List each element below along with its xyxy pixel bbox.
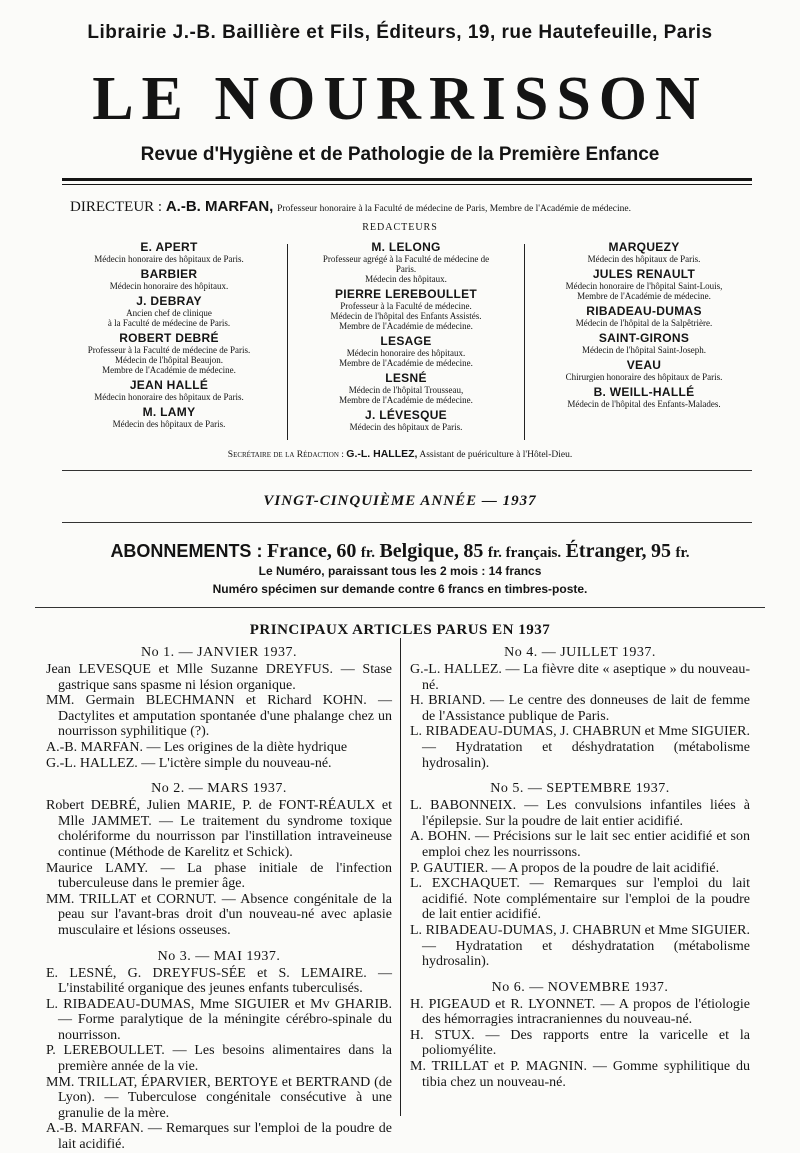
issue-heading: No 4. — JUILLET 1937. — [504, 645, 656, 660]
article-entry: MM. TRILLAT et CORNUT. — Absence congénitale de la peau sur l'avant-bras droit d'un nouveau-né avec aplasie musculaire et lésions osseuses. — [46, 891, 392, 938]
editor-name: M. LAMY — [142, 405, 196, 419]
article-entry: L. RIBADEAU-DUMAS, J. CHABRUN et Mme SIGUIER. — Hydratation et déshydratation (métabolisme hydrosalin). — [410, 922, 750, 970]
secretaire-name: G.-L. HALLEZ, — [346, 448, 418, 460]
articles-column-left — [46, 642, 392, 1153]
articles-heading: PRINCIPAUX ARTICLES PARUS EN 1937 — [249, 622, 551, 638]
article-entry: H. STUX. — Des rapports entre la varicelle et la poliomyélite. — [410, 1027, 750, 1059]
editor-name: VEAU — [626, 358, 662, 372]
editor-name: LESAGE — [380, 334, 432, 348]
editor-name: MARQUEZY — [608, 240, 680, 254]
etranger-price: 95 — [651, 540, 672, 562]
editor-entry — [528, 304, 760, 328]
editor-entry — [528, 267, 760, 301]
editor-description: Ancien chef de clinique à la Faculté de médecine de Paris. — [107, 308, 231, 328]
editor-description: Médecin des hôpitaux de Paris. — [112, 419, 226, 429]
editor-entry — [55, 331, 283, 375]
issue-heading: No 5. — SEPTEMBRE 1937. — [490, 781, 670, 797]
editor-entry — [55, 378, 283, 402]
issue-price-line: Le Numéro, paraissant tous les 2 mois : 14 francs — [258, 564, 542, 578]
editor-entry — [55, 240, 283, 264]
article-entry: M. TRILLAT et P. MAGNIN. — Gomme syphilitique du tibia chez un nouveau-né. — [410, 1059, 750, 1090]
header-rule-thick — [62, 178, 752, 181]
editor-entry — [292, 287, 520, 331]
editor-description: Médecin honoraire des hôpitaux. — [109, 281, 229, 291]
editor-description: Médecin honoraire des hôpitaux de Paris. — [94, 392, 244, 402]
specimen-line: Numéro spécimen sur demande contre 6 francs en timbres-poste. — [212, 582, 588, 596]
belgique-label: Belgique, — [379, 540, 459, 562]
article-entry: A. BOHN. — Précisions sur le lait sec entier acidifié et son emploi chez les nourrissons. — [410, 829, 750, 860]
editor-description: Médecin de l'hôpital Trousseau, Membre de l'Académie de médecine. — [339, 385, 473, 405]
article-entry: L. BABONNEIX. — Les convulsions infantiles liées à l'épilepsie. Sur la poudre de lait entier acidifié. — [410, 798, 750, 829]
year-line: VINGT-CINQUIÈME ANNÉE — 1937 — [263, 493, 537, 509]
article-entry: L. EXCHAQUET. — Remarques sur l'emploi du lait acidifié. Note complémentaire sur l'emploi de la poudre de lait entier acidifié. — [410, 876, 750, 923]
editor-entry — [55, 267, 283, 291]
editor-description: Médecin de l'hôpital Saint-Joseph. — [581, 345, 707, 355]
journal-title: LE NOURRISSON — [92, 65, 708, 133]
editor-name: ROBERT DEBRÉ — [119, 331, 219, 345]
belgique-price: 85 — [463, 540, 484, 562]
editor-name: PIERRE LEREBOULLET — [334, 287, 478, 301]
article-entry: G.-L. HALLEZ. — La fièvre dite « aseptique » du nouveau-né. — [410, 662, 750, 693]
article-entry: MM. TRILLAT, ÉPARVIER, BERTOYE et BERTRAND (de Lyon). — Tuberculose congénitale consécutive à une granulie de la mère. — [46, 1074, 392, 1121]
editor-description: Médecin des hôpitaux de Paris. — [587, 254, 701, 264]
editor-entry — [528, 385, 760, 409]
article-entry: Robert DEBRÉ, Julien MARIE, P. de FONT-RÉAULX et Mlle JAMMET. — Le traitement du syndrome toxique cholériforme du nourrisson par l'instillation intraveineuse continue (Méthode de Karelitz et Schick). — [46, 798, 392, 860]
article-entry: L. RIBADEAU-DUMAS, Mme SIGUIER et Mv GHARIB. — Forme paralytique de la méningite cérébro-spinale du nourrisson. — [46, 996, 392, 1043]
france-unit: fr. — [360, 545, 375, 561]
editor-name: J. LÉVESQUE — [365, 408, 447, 422]
divider-rule — [62, 522, 752, 523]
editor-description: Médecin de l'hôpital de la Salpêtrière. — [575, 318, 713, 328]
editor-description: Professeur agrégé à la Faculté de médecine de Paris. Médecin des hôpitaux. — [322, 254, 490, 284]
editor-entry — [292, 408, 520, 432]
editor-description: Chirurgien honoraire des hôpitaux de Paris. — [565, 372, 723, 382]
editor-name: J. DEBRAY — [136, 294, 202, 308]
editor-name: SAINT-GIRONS — [598, 331, 690, 345]
column-divider — [287, 244, 288, 440]
editor-name: JULES RENAULT — [592, 267, 696, 281]
editor-description: Médecin honoraire des hôpitaux de Paris. — [94, 254, 244, 264]
secretaire-label: Secrétaire de la Rédaction : — [227, 450, 344, 460]
column-divider — [524, 244, 525, 440]
article-entry: MM. Germain BLECHMANN et Richard KOHN. — Dactylites et amputation spontanée d'une phalange chez un nourrisson syphilitique (?). — [46, 693, 392, 740]
editor-description: Médecin des hôpitaux de Paris. — [349, 422, 463, 432]
issue-heading: No 6. — NOVEMBRE 1937. — [491, 979, 669, 995]
editor-entry — [292, 371, 520, 405]
articles-column-right — [410, 642, 750, 1090]
etranger-unit: fr. — [675, 545, 690, 561]
header-rule-thin — [62, 184, 752, 185]
subscription-line — [0, 540, 800, 563]
director-line — [70, 198, 750, 216]
article-entry: G.-L. HALLEZ. — L'ictère simple du nouveau-né. — [46, 755, 332, 771]
article-entry: P. GAUTIER. — A propos de la poudre de lait acidifié. — [410, 860, 720, 876]
editor-name: LESNÉ — [385, 371, 427, 385]
divider-rule — [35, 607, 765, 608]
editor-description: Professeur à la Faculté de médecine. Médecin de l'hôpital des Enfants Assistés. Membre de l'Académie de médecine. — [330, 301, 482, 331]
article-entry: L. RIBADEAU-DUMAS, J. CHABRUN et Mme SIGUIER. — Hydratation et déshydratation (métabolisme hydrosalin). — [410, 724, 750, 771]
director-label: DIRECTEUR : — [70, 199, 163, 215]
subscription-label: ABONNEMENTS : — [110, 541, 263, 561]
editor-name: JEAN HALLÉ — [129, 378, 209, 392]
editor-description: Médecin honoraire des hôpitaux. Membre de l'Académie de médecine. — [339, 348, 473, 368]
editor-entry — [55, 405, 283, 429]
director-name: A.-B. MARFAN, — [165, 198, 274, 215]
editor-entry — [528, 331, 760, 355]
issue-heading: No 1. — JANVIER 1937. — [141, 645, 297, 660]
journal-subtitle: Revue d'Hygiène et de Pathologie de la Première Enfance — [140, 144, 660, 165]
issue-heading: No 3. — MAI 1937. — [157, 948, 281, 964]
editors-column-1 — [55, 240, 283, 432]
secretaire-desc: Assistant de puériculture à l'Hôtel-Dieu. — [419, 450, 573, 460]
article-entry: E. LESNÉ, G. DREYFUS-SÉE et S. LEMAIRE. — L'instabilité organique des jeunes enfants tuberculisés. — [46, 965, 392, 997]
editors-column-3 — [528, 240, 760, 412]
article-entry: A.-B. MARFAN. — Remarques sur l'emploi de la poudre de lait acidifié. — [46, 1121, 392, 1153]
belgique-unit: fr. français. — [487, 545, 562, 561]
france-label: France, — [266, 540, 332, 562]
editor-entry — [292, 240, 520, 284]
article-entry: P. LEREBOULLET. — Les besoins alimentaires dans la première année de la vie. — [46, 1043, 392, 1075]
etranger-label: Étranger, — [565, 540, 647, 562]
france-price: 60 — [336, 540, 357, 562]
issue-heading: No 2. — MARS 1937. — [151, 781, 287, 797]
editor-description: Professeur à la Faculté de médecine de Paris. Médecin de l'hôpital Beaujon. Membre de l'Académie de médecine. — [87, 345, 251, 375]
article-entry: H. PIGEAUD et R. LYONNET. — A propos de l'étiologie des hémorragies intracraniennes du nouveau-né. — [410, 996, 750, 1028]
editor-description: Médecin honoraire de l'hôpital Saint-Louis, Membre de l'Académie de médecine. — [565, 281, 723, 301]
editor-entry — [528, 358, 760, 382]
editor-name: B. WEILL-HALLÉ — [593, 385, 695, 399]
editor-description: Médecin de l'hôpital des Enfants-Malades. — [567, 399, 721, 409]
article-entry: H. BRIAND. — Le centre des donneuses de lait de femme de l'Assistance publique de Paris. — [410, 693, 750, 724]
editor-name: M. LELONG — [371, 240, 441, 254]
editor-entry — [528, 240, 760, 264]
article-entry: Jean LEVESQUE et Mlle Suzanne DREYFUS. — Stase gastrique sans spasme ni lésion organique. — [46, 662, 392, 693]
publisher-line: Librairie J.-B. Baillière et Fils, Éditeurs, 19, rue Hautefeuille, Paris — [87, 22, 713, 43]
divider-rule — [62, 470, 752, 471]
editors-column-2 — [292, 240, 520, 435]
editor-name: RIBADEAU-DUMAS — [586, 304, 702, 318]
editor-name: E. APERT — [140, 240, 198, 254]
editor-entry — [55, 294, 283, 328]
article-entry: Maurice LAMY. — La phase initiale de l'infection tuberculeuse dans le premier âge. — [46, 860, 392, 892]
article-entry: A.-B. MARFAN. — Les origines de la diète hydrique — [46, 739, 348, 755]
redacteurs-heading: REDACTEURS — [362, 222, 438, 233]
secretaire-line — [0, 448, 800, 460]
editor-entry — [292, 334, 520, 368]
column-divider — [400, 638, 401, 1116]
director-title: Professeur honoraire à la Faculté de médecine de Paris, Membre de l'Académie de médecine. — [277, 204, 631, 214]
editor-name: BARBIER — [140, 267, 198, 281]
